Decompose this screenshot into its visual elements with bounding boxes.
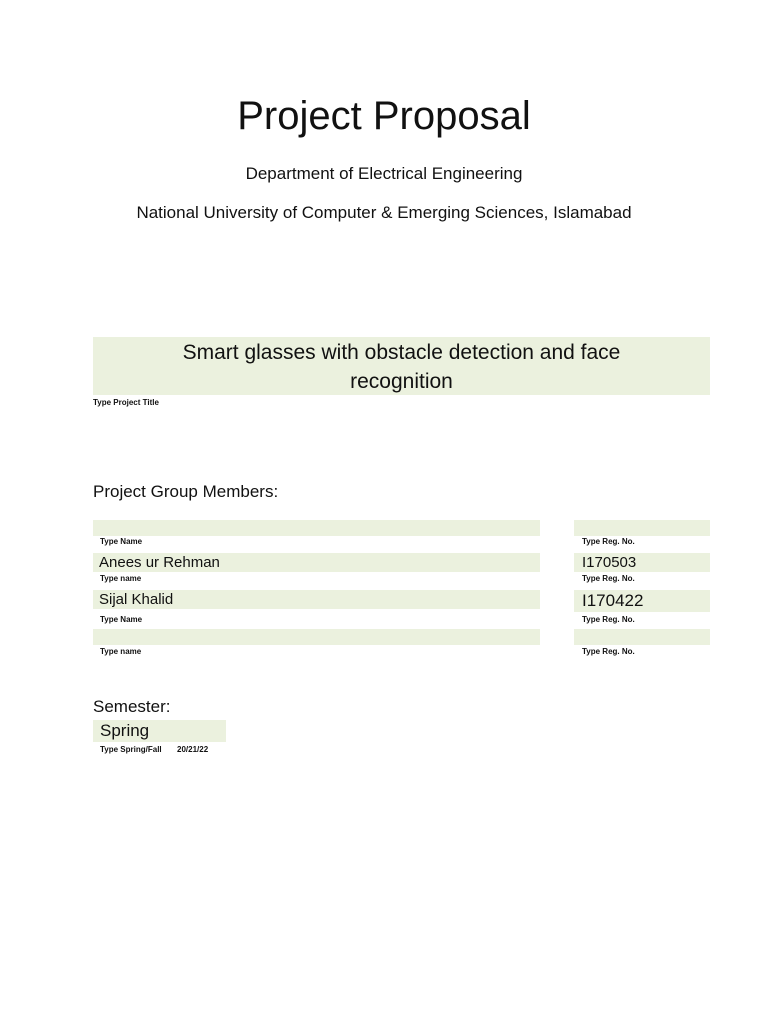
members-heading: Project Group Members: xyxy=(93,482,279,501)
member-reg-value: I170422 xyxy=(582,591,644,610)
member-reg-value: I170503 xyxy=(582,554,637,571)
member-name-hint: Type name xyxy=(100,647,142,656)
member-reg-hint: Type Reg. No. xyxy=(582,574,635,583)
department-name: Department of Electrical Engineering xyxy=(245,164,523,183)
member-name-hint: Type Name xyxy=(100,615,143,624)
semester-field[interactable]: Spring xyxy=(93,720,226,742)
member-reg-field[interactable] xyxy=(574,553,710,572)
member-name-hint: Type Name xyxy=(100,537,143,546)
member-name-field[interactable] xyxy=(93,520,540,536)
member-reg-hint: Type Reg. No. xyxy=(582,615,635,624)
member-reg-field[interactable] xyxy=(574,520,710,536)
member-name-field[interactable] xyxy=(93,553,540,572)
member-name-field[interactable] xyxy=(93,629,540,645)
member-name-value: Sijal Khalid xyxy=(99,591,174,608)
semester-hint: Type Spring/Fall xyxy=(100,745,162,754)
member-name-value: Anees ur Rehman xyxy=(99,554,220,571)
semester-year-hint: 20/21/22 xyxy=(177,745,209,754)
member-name-hint: Type name xyxy=(100,574,142,583)
member-reg-hint: Type Reg. No. xyxy=(582,647,635,656)
semester-heading: Semester: xyxy=(93,697,171,716)
project-title-hint: Type Project Title xyxy=(93,398,159,407)
university-name: National University of Computer & Emerging Sciences, Islamabad xyxy=(136,203,632,222)
member-reg-hint: Type Reg. No. xyxy=(582,537,635,546)
project-title-field[interactable]: Smart glasses with obstacle detection and face recognition xyxy=(93,337,710,395)
member-reg-field[interactable] xyxy=(574,590,710,612)
page-title: Project Proposal xyxy=(237,94,531,138)
member-reg-field[interactable] xyxy=(574,629,710,645)
member-name-field[interactable] xyxy=(93,590,540,609)
